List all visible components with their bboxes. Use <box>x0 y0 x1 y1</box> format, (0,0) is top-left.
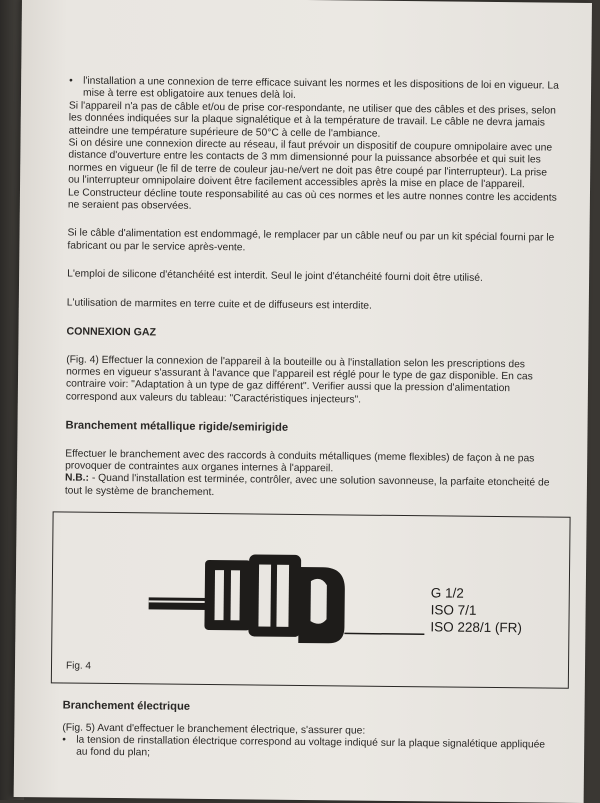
voltage-bullet: • la tension de rinstallation électrique correspond au voltage indiqué sur la plaque signalétique appliquée au fond du plan; <box>62 734 554 764</box>
nb-paragraph <box>65 473 557 503</box>
nb-text: - Quand l'installation est terminée, contrôler, avec une solution savonneuse, la parfaite etoncheité de tout le système de branchement. <box>64 473 550 498</box>
gas-paragraph: (Fig. 4) Effectuer la connexion de l'appareil à la bouteille ou à l'installation selon les prescriptions des normes en vigueur s'assurant à l'avance que l'appareil est réglé pour le type de gaz disponible. En cas contraire voir: "Adaptation à un type de gaz différent". Verifier aussi que la pression d'alimentation correspond aux valeurs du tableau: "Caractéristiques injecteurs". <box>65 353 533 406</box>
direct-connection-paragraph: Si on désire une connexion directe au réseau, il faut prévoir un dispositif de coupure omnipolaire avec une distance d'ouverture entre les contacts de 3 mm dimensionné pour la puissance absorbée et qui suit les normes en vigueur (le fil de terre de couleur jau-ne/vert ne doit pas être coupé par l'interrupteur). La prise ou l'interrupteur omnipolaire doivent être facilement accessibles après la mise en place de l'appareil. <box>68 137 553 191</box>
figure-caption: Fig. 4 <box>65 660 92 672</box>
rigid-heading: Branchement métallique rigide/semirigide <box>65 419 289 434</box>
page-content <box>62 76 561 765</box>
spec-iso7: ISO 7/1 <box>430 602 477 618</box>
cable-paragraph: Si l'appareil n'a pas de câble et/ou de prise cor-respondante, ne utiliser que des câbles et des prises, selon les données indiquées sur la plaque signalétique et à la température de travail. Le câble ne devra jamais atteindre une température supérieure de 50°C à celle de l'ambiance. <box>68 100 556 140</box>
spec-iso228: ISO 228/1 (FR) <box>430 619 523 636</box>
nb-label: N.B.: <box>64 472 90 485</box>
liability-paragraph: Le Constructeur décline toute responsabilité au cas où ces normes et les autre nonnes contre les accidents ne seraient pas observées. <box>67 187 557 212</box>
figure-4 <box>51 512 571 689</box>
manual-page <box>14 0 592 803</box>
damaged-cable-paragraph: Si le câble d'alimentation est endommagé, le remplacer par un câble neuf ou par un kit spécial fourni par le fabricant ou par le service après-vente. <box>67 227 555 254</box>
rigid-paragraph: Effectuer le branchement avec des raccords à conduits métalliques (meme flexibles) de façon à ne pas provoquer de contraintes aux organes internes à l'appareil. <box>65 448 535 475</box>
electric-paragraph: (Fig. 5) Avant d'effectuer le branchement électrique, s'assurer que: <box>62 722 366 737</box>
silicone-paragraph: L'emploi de silicone d'étanchéité est interdit. Seul le joint d'étanchéité fourni doit être utilisé. <box>67 268 483 285</box>
pots-paragraph: L'utilisation de marmites en terre cuite et de diffuseurs est interdite. <box>66 297 372 312</box>
gas-heading: CONNEXION GAZ <box>66 325 157 339</box>
spec-g12: G 1/2 <box>430 585 464 601</box>
electric-heading: Branchement électrique <box>62 699 191 713</box>
earth-connection-bullet: • l'installation a une connexion de terre efficace suivant les normes et les dispositions de loi en vigueur. La mise à terre est obligatoire aux tenues delà loi. <box>69 76 561 106</box>
thread-specs <box>430 584 522 636</box>
